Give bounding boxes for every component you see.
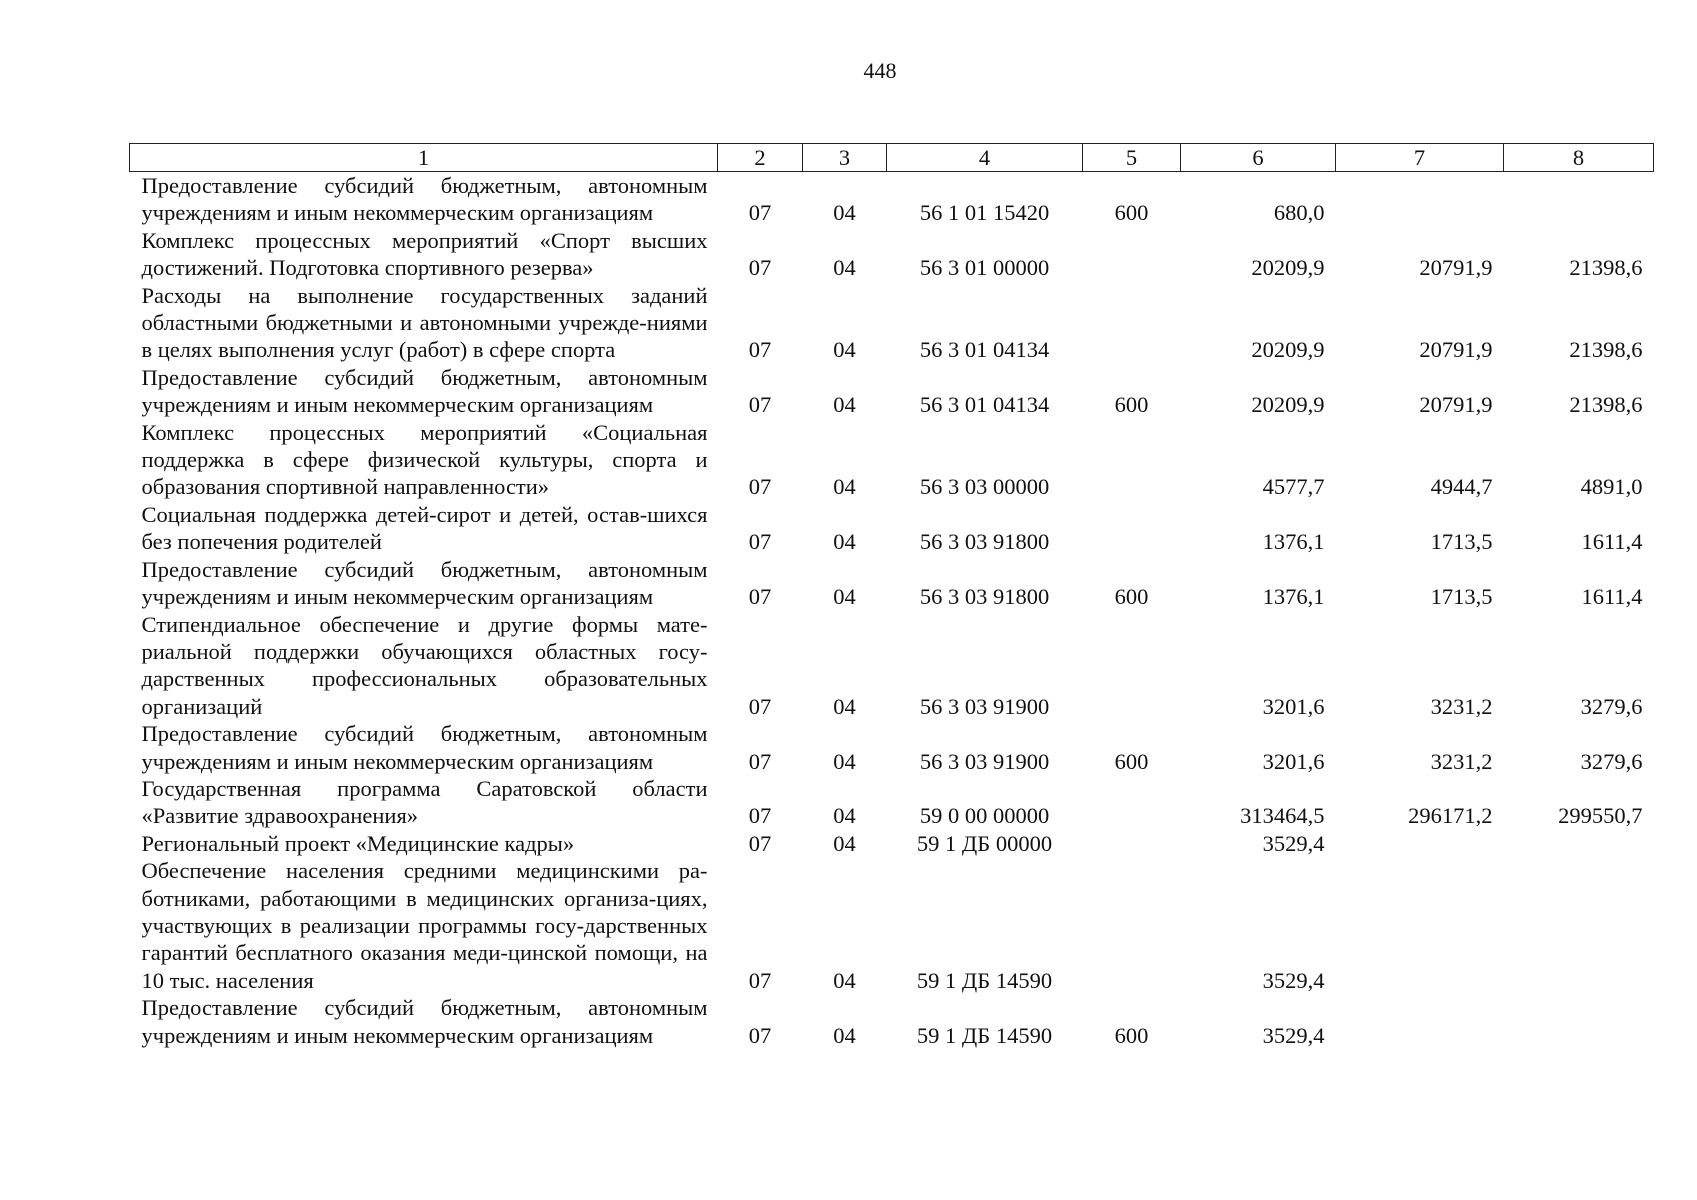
row-description: Предоставление субсидий бюджетным, автономным учреждениям и иным некоммерческим организациям: [141, 721, 708, 774]
section-code: 07: [748, 337, 772, 363]
amount-col-8: [1504, 994, 1654, 1049]
amount-col-8: 1611,4: [1581, 584, 1643, 610]
amount-col-7: 296171,2: [1408, 803, 1493, 829]
subsection-code: 04: [833, 748, 856, 774]
table-row: [130, 994, 1654, 1049]
table-row: [130, 556, 1654, 611]
row-description: Комплекс процессных мероприятий «Социальная поддержка в сфере физической культуры, спорта и образования спортивной направленности»: [141, 419, 708, 500]
amount-col-7: [1336, 830, 1504, 857]
section-code: 07: [748, 392, 772, 418]
amount-col-6: 20209,9: [1251, 337, 1325, 363]
row-description: Комплекс процессных мероприятий «Спорт высших достижений. Подготовка спортивного резерва»: [141, 227, 708, 281]
target-article-code: 56 3 03 00000: [919, 474, 1050, 500]
expense-type-code: 600: [1114, 392, 1149, 418]
section-code: 07: [748, 693, 772, 719]
target-article-code: 59 1 ДБ 00000: [916, 830, 1053, 856]
table-row: [130, 172, 1654, 227]
section-code: 07: [748, 803, 772, 829]
expense-type-code: [1083, 227, 1181, 282]
amount-col-8: 1611,4: [1581, 529, 1643, 555]
amount-col-7: [1336, 857, 1504, 994]
header-col-5: 5: [1083, 144, 1181, 172]
target-article-code: 59 0 00 00000: [919, 803, 1050, 829]
amount-col-8: 21398,6: [1569, 255, 1643, 281]
amount-col-7: 4944,7: [1430, 474, 1493, 500]
target-article-code: 59 1 ДБ 14590: [916, 1022, 1053, 1048]
expense-type-code: [1083, 775, 1181, 830]
target-article-code: 56 3 03 91800: [919, 584, 1050, 610]
section-code: 07: [748, 748, 772, 774]
table-row: [130, 830, 1654, 857]
row-description: Государственная программа Саратовской области «Развитие здравоохранения»: [141, 775, 708, 829]
target-article-code: 56 3 01 00000: [919, 255, 1050, 281]
expense-type-code: [1083, 611, 1181, 721]
table-row: [130, 720, 1654, 775]
amount-col-7: 3231,2: [1430, 748, 1493, 774]
amount-col-8: 4891,0: [1580, 474, 1643, 500]
amount-col-8: 3279,6: [1580, 748, 1643, 774]
row-description: Социальная поддержка детей-сирот и детей, остав-шихся без попечения родителей: [141, 501, 708, 555]
expense-type-code: [1083, 857, 1181, 994]
amount-col-7: 1713,5: [1430, 584, 1493, 610]
amount-col-6: 4577,7: [1262, 474, 1325, 500]
amount-col-7: [1336, 994, 1504, 1049]
table-body: [130, 172, 1654, 1050]
section-code: 07: [748, 584, 772, 610]
header-col-2: 2: [718, 144, 803, 172]
amount-col-6: 20209,9: [1251, 255, 1325, 281]
amount-col-8: 299550,7: [1558, 803, 1643, 829]
budget-table: [129, 143, 1654, 1049]
amount-col-7: 20791,9: [1419, 392, 1493, 418]
section-code: 07: [748, 200, 772, 226]
amount-col-8: [1504, 857, 1654, 994]
table-row: [130, 419, 1654, 501]
amount-col-6: 1376,1: [1262, 529, 1325, 555]
expense-type-code: 600: [1114, 748, 1149, 774]
subsection-code: 04: [833, 337, 856, 363]
expense-type-code: 600: [1114, 1022, 1149, 1048]
page-number: 448: [863, 58, 897, 83]
target-article-code: 56 3 03 91800: [919, 529, 1050, 555]
subsection-code: 04: [833, 529, 856, 555]
amount-col-6: 20209,9: [1251, 392, 1325, 418]
amount-col-7: 3231,2: [1430, 693, 1493, 719]
subsection-code: 04: [833, 1022, 856, 1048]
expense-type-code: [1083, 282, 1181, 364]
table-row: [130, 282, 1654, 364]
amount-col-6: 3201,6: [1262, 693, 1325, 719]
row-description: Расходы на выполнение государственных заданий областными бюджетными и автономными учрежде-ниями в целях выполнения услуг (работ) в сфере спорта: [141, 282, 708, 363]
row-description: Стипендиальное обеспечение и другие формы мате-риальной поддержки обучающихся областных госу-дарственных профессиональных образовательных организаций: [141, 611, 708, 719]
target-article-code: 56 3 01 04134: [919, 392, 1050, 418]
header-col-7: 7: [1336, 144, 1504, 172]
table-row: [130, 364, 1654, 419]
expense-type-code: [1083, 830, 1181, 857]
amount-col-7: 20791,9: [1419, 255, 1493, 281]
table-row: [130, 611, 1654, 721]
expense-type-code: 600: [1114, 200, 1149, 226]
subsection-code: 04: [833, 584, 856, 610]
amount-col-7: 20791,9: [1419, 337, 1493, 363]
header-row: [130, 144, 1654, 172]
row-description: Предоставление субсидий бюджетным, автономным учреждениям и иным некоммерческим организациям: [141, 556, 708, 610]
table-row: [130, 227, 1654, 282]
row-description: Предоставление субсидий бюджетным, автономным учреждениям и иным некоммерческим организациям: [141, 173, 708, 226]
target-article-code: 56 3 01 04134: [919, 337, 1050, 363]
target-article-code: 59 1 ДБ 14590: [916, 967, 1053, 993]
target-article-code: 56 3 03 91900: [919, 693, 1050, 719]
subsection-code: 04: [833, 474, 856, 500]
header-col-3: 3: [803, 144, 887, 172]
section-code: 07: [748, 474, 772, 500]
header-col-4: 4: [887, 144, 1083, 172]
section-code: 07: [748, 529, 772, 555]
subsection-code: 04: [833, 200, 856, 226]
amount-col-8: [1504, 830, 1654, 857]
row-description: Предоставление субсидий бюджетным, автономным учреждениям и иным некоммерческим организациям: [141, 364, 708, 418]
table-row: [130, 501, 1654, 556]
section-code: 07: [748, 255, 772, 281]
amount-col-6: 680,0: [1273, 200, 1325, 226]
subsection-code: 04: [833, 392, 856, 418]
row-description: Региональный проект «Медицинские кадры»: [141, 830, 575, 856]
row-description: Обеспечение населения средними медицинскими ра-ботниками, работающими в медицинских организа-циях, участвующих в реализации программы госу-дарственных гарантий бесплатного оказания меди-цинской помощи, на 10 тыс. населения: [141, 858, 708, 993]
amount-col-8: 21398,6: [1569, 392, 1643, 418]
subsection-code: 04: [833, 255, 856, 281]
section-code: 07: [748, 1022, 772, 1048]
table-row: [130, 857, 1654, 994]
amount-col-8: 3279,6: [1580, 693, 1643, 719]
section-code: 07: [748, 967, 772, 993]
amount-col-8: 21398,6: [1569, 337, 1643, 363]
subsection-code: 04: [833, 830, 856, 856]
target-article-code: 56 1 01 15420: [919, 200, 1050, 226]
expense-type-code: 600: [1114, 584, 1149, 610]
amount-col-6: 313464,5: [1240, 803, 1325, 829]
subsection-code: 04: [833, 693, 856, 719]
section-code: 07: [748, 830, 772, 856]
subsection-code: 04: [833, 803, 856, 829]
amount-col-6: 1376,1: [1262, 584, 1325, 610]
amount-col-8: [1504, 172, 1654, 227]
table-header: [130, 144, 1654, 172]
table-row: [130, 775, 1654, 830]
expense-type-code: [1083, 501, 1181, 556]
amount-col-6: 3529,4: [1262, 967, 1325, 993]
amount-col-7: [1336, 172, 1504, 227]
header-col-8: 8: [1504, 144, 1654, 172]
subsection-code: 04: [833, 967, 856, 993]
amount-col-6: 3529,4: [1262, 1022, 1325, 1048]
expense-type-code: [1083, 419, 1181, 501]
header-col-1: 1: [130, 144, 718, 172]
amount-col-6: 3529,4: [1262, 830, 1325, 856]
row-description: Предоставление субсидий бюджетным, автономным учреждениям и иным некоммерческим организациям: [141, 995, 708, 1048]
target-article-code: 56 3 03 91900: [919, 748, 1050, 774]
amount-col-7: 1713,5: [1430, 529, 1493, 555]
amount-col-6: 3201,6: [1262, 748, 1325, 774]
header-col-6: 6: [1181, 144, 1336, 172]
